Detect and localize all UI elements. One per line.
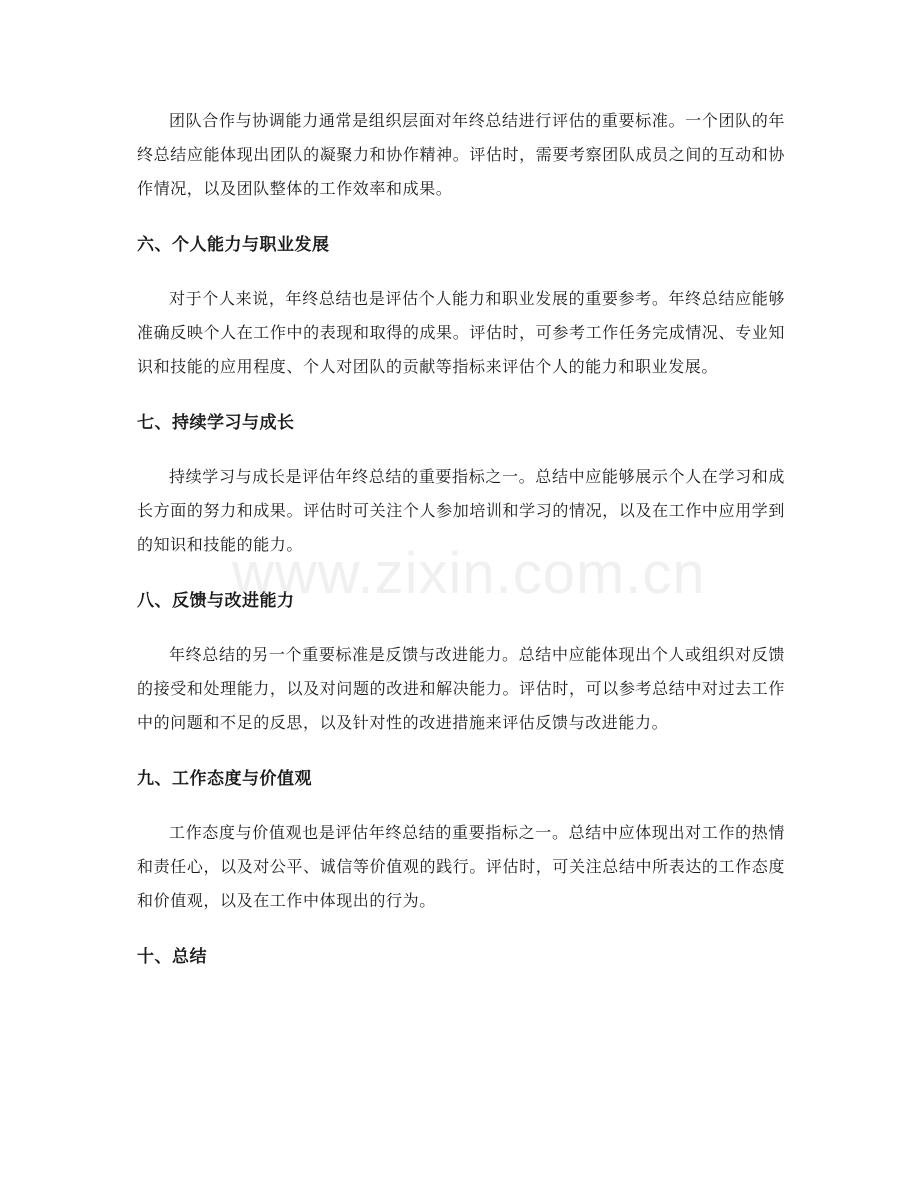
heading-summary: 十、总结 xyxy=(137,947,207,967)
document-body xyxy=(137,104,785,994)
heading-personal-ability: 六、个人能力与职业发展 xyxy=(137,235,330,255)
paragraph-continuous-learning: 持续学习与成长是评估年终总结的重要指标之一。总结中应能够展示个人在学习和成长方面的努力和成果。评估时可关注个人参加培训和学习的情况，以及在工作中应用学到的知识和技能的能力。 xyxy=(137,467,785,554)
heading-continuous-learning: 七、持续学习与成长 xyxy=(137,413,295,433)
paragraph-feedback-improvement: 年终总结的另一个重要标准是反馈与改进能力。总结中应能体现出个人或组织对反馈的接受和处理能力，以及对问题的改进和解决能力。评估时，可以参考总结中对过去工作中的问题和不足的反思，以及针对性的改进措施来评估反馈与改进能力。 xyxy=(137,645,785,732)
heading-feedback-improvement: 八、反馈与改进能力 xyxy=(137,591,295,611)
heading-work-attitude: 九、工作态度与价值观 xyxy=(137,769,312,789)
watermark: www.zixin.com.cn xyxy=(232,541,706,606)
paragraph-personal-ability: 对于个人来说，年终总结也是评估个人能力和职业发展的重要参考。年终总结应能够准确反映个人在工作中的表现和取得的成果。评估时，可参考工作任务完成情况、专业知识和技能的应用程度、个人对团队的贡献等指标来评估个人的能力和职业发展。 xyxy=(137,289,785,376)
paragraph-team-collaboration: 团队合作与协调能力通常是组织层面对年终总结进行评估的重要标准。一个团队的年终总结应能体现出团队的凝聚力和协作精神。评估时，需要考察团队成员之间的互动和协作情况，以及团队整体的工作效率和成果。 xyxy=(137,111,785,198)
paragraph-work-attitude: 工作态度与价值观也是评估年终总结的重要指标之一。总结中应体现出对工作的热情和责任心，以及对公平、诚信等价值观的践行。评估时，可关注总结中所表达的工作态度和价值观，以及在工作中体现出的行为。 xyxy=(137,823,785,910)
